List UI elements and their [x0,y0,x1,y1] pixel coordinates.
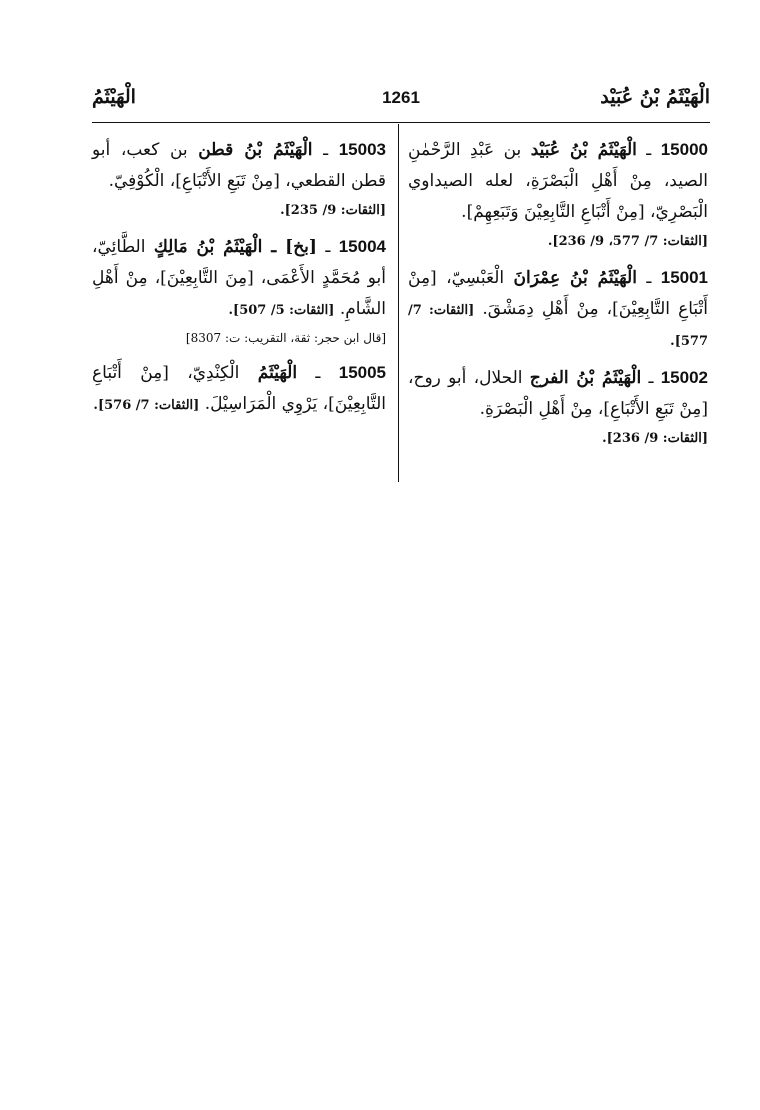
running-title-right: الْهَيْثَمُ بْنُ عُبَيْد [600,86,710,108]
entry-source: [الثقات: 7/ 577]. [408,303,708,349]
separator: ـ [641,368,661,388]
entry-source: [الثقات: 9/ 235]. [280,203,386,218]
entry-number: 15003 [338,140,386,159]
entry-number: 15004 [338,237,386,256]
entry-name: الْهَيْثَمُ بْنُ قطن [198,140,313,160]
entry-15003 [92,134,386,225]
entry-name: الْهَيْثَمُ [257,363,298,383]
entry-15004 [92,231,386,351]
entry-number: 15001 [660,268,709,287]
entry-note: [قال ابن حجر: ثقة، التقريب: ت: 8307] [185,331,386,345]
entry-text: الطَّائِيّ، أبو مُحَمَّدٍ الأَعْمَى، [مِنَ التَّابِعِيْنَ]، مِنْ أَهْلِ الشَّامِ. [92,237,386,319]
page-number: 1261 [382,88,420,107]
left-column [92,134,386,426]
page-header [92,82,710,116]
entry-name: الْهَيْثَمُ بْنُ عُبَيْد [530,140,637,160]
separator: ـ [297,363,339,383]
entry-source: [الثقات: 5/ 507]. [228,303,335,318]
separator: ـ [636,140,661,160]
separator: ـ [636,268,661,288]
running-title-left: الْهَيْثَمُ [92,86,136,108]
separator: ـ [316,237,339,257]
separator: ـ [312,140,339,160]
entry-15001 [408,262,708,356]
entry-source: [الثقات: 7/ 576]. [93,398,200,413]
entry-name: الْهَيْثَمُ بْنُ عِمْرَانَ [513,268,637,288]
right-column [408,134,708,459]
entry-text: الْعَبْسِيّ، [مِنْ أَتْبَاعِ التَّابِعِيْنَ]، مِنْ أَهْلِ دِمَشْقَ. [408,268,709,319]
entry-name: الْهَيْثَمُ بْنُ الفرج [529,368,642,388]
column-divider [398,124,399,482]
entry-text: الحلال، أبو روح، [مِنْ تَبَعِ الأَتْبَاعِ]، مِنْ أَهْلِ الْبَصْرَةِ. [408,368,708,419]
entry-text: بن عَبْدِ الرَّحْمٰنِ الصيد، مِنْ أَهْلِ الْبَصْرَةِ، لعله الصيداوي الْبَصْرِيّ، [مِنْ أَتْبَاعِ التَّابِعِيْنَ وَتَبَعِهِمْ]. [408,140,708,222]
entry-15002 [408,362,708,453]
entry-15005 [92,357,386,420]
entry-name: [بخ] ـ الْهَيْثَمُ بْنُ مَالِكٍ [153,237,317,257]
entry-number: 15002 [660,368,708,387]
entry-15000 [408,134,708,256]
entry-source: [الثقات: 9/ 236]. [602,431,708,446]
entry-number: 15000 [660,140,708,159]
header-rule [92,122,710,123]
entry-number: 15005 [338,363,387,382]
entry-text: بن كعب، أبو قطن القطعي، [مِنْ تَبَعِ الأَتْبَاعِ]، الْكُوْفِيّ. [92,140,386,191]
entry-text: الْكِنْدِيّ، [مِنْ أَتْبَاعِ التَّابِعِيْنَ]، يَرْوِي الْمَرَاسِيْلَ. [92,363,386,414]
entry-source: [الثقات: 7/ 577، 9/ 236]. [547,234,708,249]
